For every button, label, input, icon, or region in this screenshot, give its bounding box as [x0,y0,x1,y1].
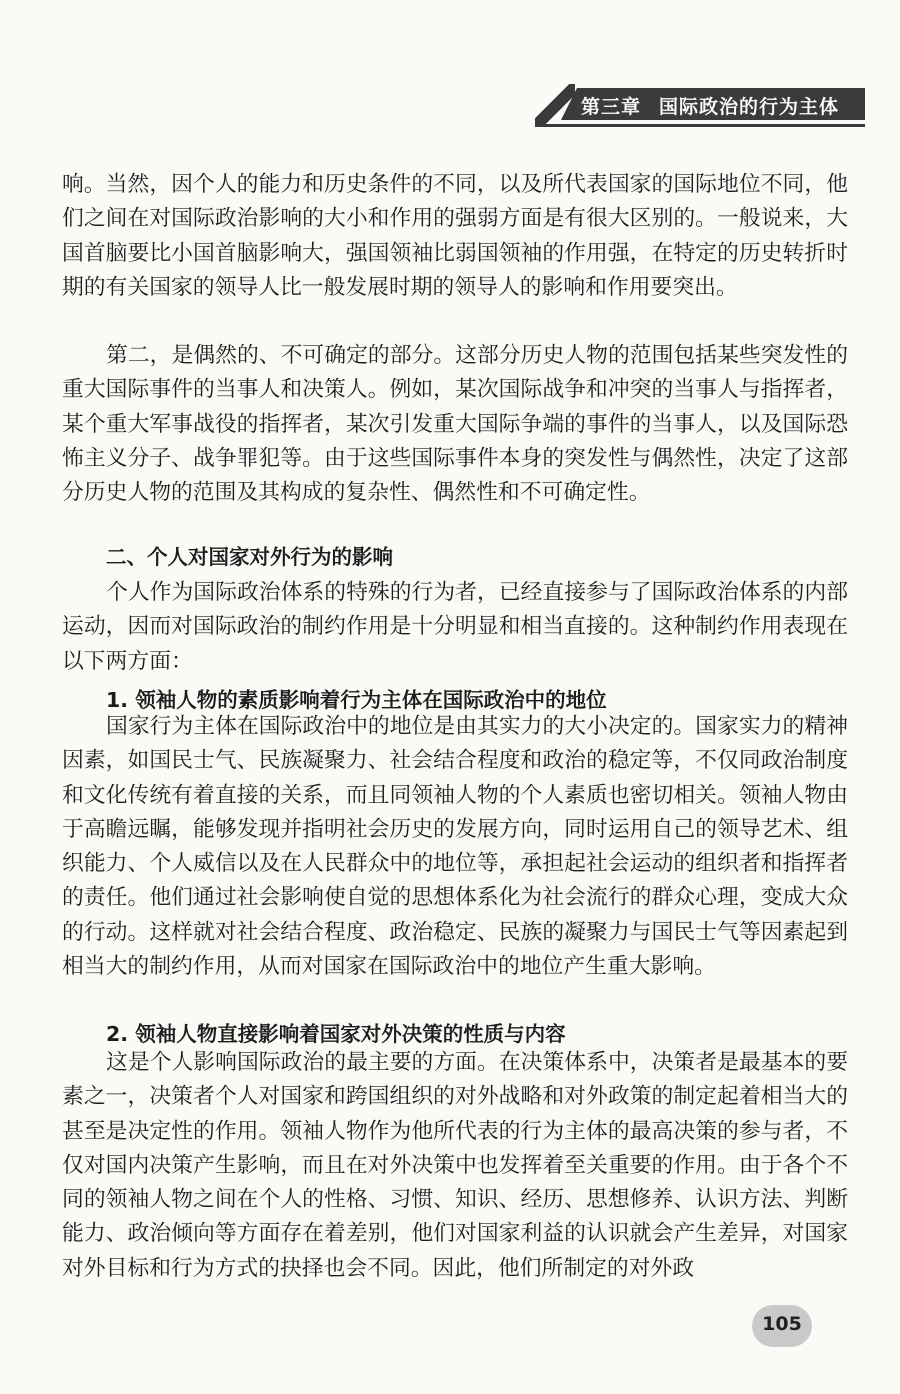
chapter-number: 第三章 [581,96,642,118]
paragraph-3: 个人作为国际政治体系的特殊的行为者，已经直接参与了国际政治体系的内部运动，因而对国际政治的制约作用是十分明显和相当直接的。这种制约作用表现在以下两方面： [62,580,848,674]
subheading-2: 2. 领袖人物直接影响着国家对外决策的性质与内容 [106,1022,566,1046]
running-header [535,84,865,126]
paragraph-4: 国家行为主体在国际政治中的地位是由其实力的大小决定的。国家实力的精神因素，如国民士气、民族凝聚力、社会结合程度和政治的稳定等，不仅同政治制度和文化传统有着直接的关系，而且同领袖人物的个人素质也密切相关。领袖人物由于高瞻远瞩，能够发现并指明社会历史的发展方向，同时运用自己的领导艺术、组织能力、个人威信以及在人民群众中的地位等，承担起社会运动的组织者和指挥者的责任。他们通过社会影响使自觉的思想体系化为社会流行的群众心理，变成大众的行动。这样就对社会结合程度、政治稳定、民族的凝聚力与国民士气等因素起到相当大的制约作用，从而对国家在国际政治中的地位产生重大影响。 [62,714,848,980]
header-rule [535,124,865,127]
paragraph-2: 第二，是偶然的、不可确定的部分。这部分历史人物的范围包括某些突发性的重大国际事件的当事人和决策人。例如，某次国际战争和冲突的当事人与指挥者，某个重大军事战役的指挥者，某次引发重大国际争端的事件的当事人，以及国际恐怖主义分子、战争罪犯等。由于这些国际事件本身的突发性与偶然性，决定了这部分历史人物的范围及其构成的复杂性、偶然性和不可确定性。 [62,343,848,506]
paragraph-5: 这是个人影响国际政治的最主要的方面。在决策体系中，决策者是最基本的要素之一，决策者个人对国家和跨国组织的对外战略和对外政策的制定起着相当大的甚至是决定性的作用。领袖人物作为他所代表的行为主体的最高决策的参与者，不仅对国内决策产生影响，而且在对外决策中也发挥着至关重要的作用。由于各个不同的领袖人物之间在个人的性格、习惯、知识、经历、思想修养、认识方法、判断能力、政治倾向等方面存在着差别，他们对国家利益的认识就会产生差异，对国家对外目标和行为方式的抉择也会不同。因此，他们所制定的对外政 [62,1050,848,1281]
page-number-badge [752,1305,812,1347]
subheading-1: 1. 领袖人物的素质影响着行为主体在国际政治中的地位 [106,688,607,712]
page-number: 105 [762,1313,802,1335]
chapter-title [581,92,839,119]
chapter-name: 国际政治的行为主体 [659,96,840,118]
section-heading: 二、个人对国家对外行为的影响 [106,545,393,569]
paragraph-1: 响。当然，因个人的能力和历史条件的不同，以及所代表国家的国际地位不同，他们之间在对国际政治影响的大小和作用的强弱方面是有很大区别的。一般说来，大国首脑要比小国首脑影响大，强国领袖比弱国领袖的作用强，在特定的历史转折时期的有关国家的领导人比一般发展时期的领导人的影响和作用要突出。 [62,172,848,300]
